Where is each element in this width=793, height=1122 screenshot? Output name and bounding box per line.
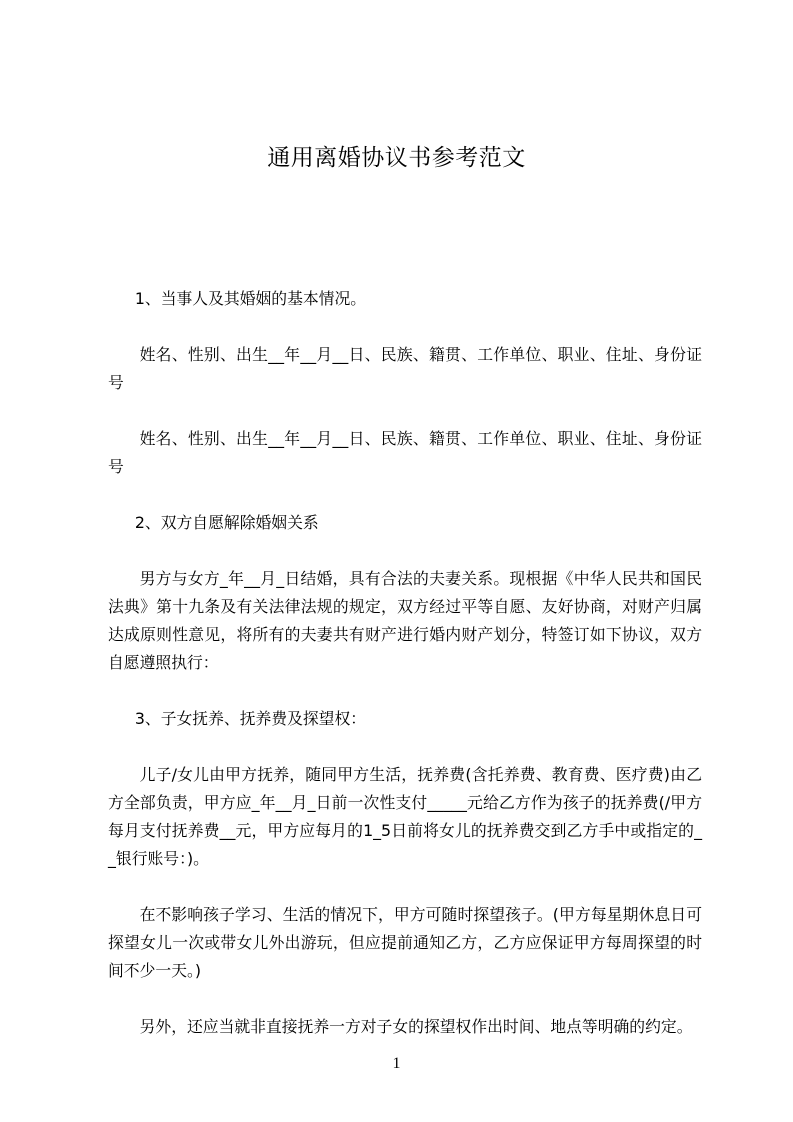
paragraph-visitation-note: 另外，还应当就非直接抚养一方对子女的探望权作出时间、地点等明确的约定。: [139, 1017, 693, 1036]
document-body: [108, 285, 702, 1069]
paragraph-party-info-2: 姓名、性别、出生__年__月__日、民族、籍贯、工作单位、职业、住址、身份证号: [108, 429, 702, 476]
section-heading-1: 1、当事人及其婚姻的基本情况。: [134, 289, 367, 308]
section-heading-3: 3、子女抚养、抚养费及探望权：: [134, 709, 367, 728]
section-heading-2: 2、双方自愿解除婚姻关系: [134, 513, 319, 532]
document-title: 通用离婚协议书参考范文: [267, 145, 526, 171]
paragraph-marriage-dissolution: 男方与女方_年__月_日结婚，具有合法的夫妻关系。现根据《中华人民共和国民法典》第十九条及有关法律法规的规定，双方经过平等自愿、友好协商，对财产归属达成原则性意见，将所有的夫妻共有财产进行婚内财产划分，特签订如下协议，双方自愿遵照执行：: [108, 569, 702, 672]
paragraph-party-info-1: 姓名、性别、出生__年__月__日、民族、籍贯、工作单位、职业、住址、身份证号: [108, 345, 702, 392]
page-number: 1: [392, 1055, 401, 1072]
paragraph-visitation: 在不影响孩子学习、生活的情况下，甲方可随时探望孩子。(甲方每星期休息日可探望女儿一次或带女儿外出游玩，但应提前通知乙方，乙方应保证甲方每周探望的时间不少一天。): [108, 905, 702, 980]
paragraph-child-support: 儿子/女儿由甲方抚养，随同甲方生活，抚养费(含托养费、教育费、医疗费)由乙方全部负责，甲方应_年__月_日前一次性支付_____元给乙方作为孩子的抚养费(/甲方每月支付抚养费__元，甲方应每月的1_5日前将女儿的抚养费交到乙方手中或指定的__银行账号：)。: [108, 765, 702, 868]
